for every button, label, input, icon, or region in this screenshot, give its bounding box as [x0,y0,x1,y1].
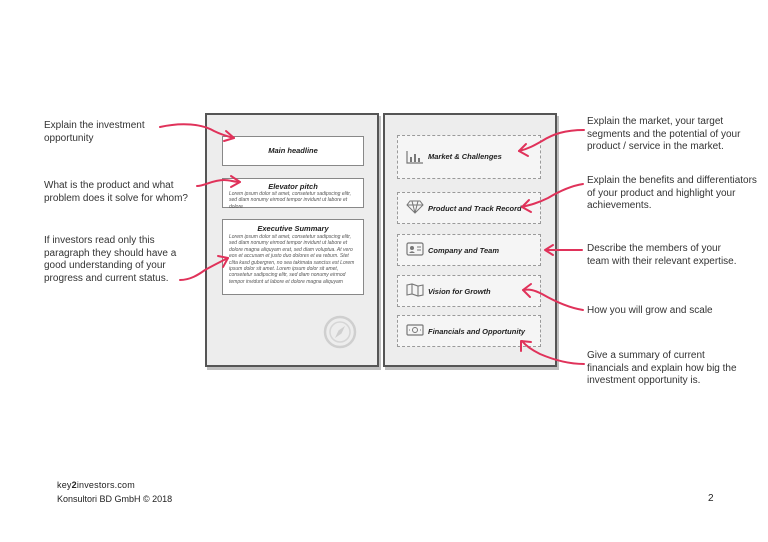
section-team [397,234,541,266]
elevator-pitch-title: Elevator pitch [268,182,318,191]
section-market-label: Market & Challenges [428,152,502,161]
elevator-pitch-box [222,178,364,208]
section-vision-label: Vision for Growth [428,287,491,296]
brand-suffix: investors.com [76,480,135,490]
brand-prefix: key [57,480,72,490]
id-card-icon [406,242,424,256]
annotation-financials: Give a summary of current financials and explain how big the investment opportunity is. [587,350,737,386]
executive-summary-text: Lorem ipsum dolor sit amet, consetetur sadipscing elitr, sed diam nonumy eirmod tempor invidunt ut labore et dolore magna aliquyam erat, sed diam voluptua. At vero eos et accusam et justo duo dolores et ea rebum. Stet clita kasd gubergren, no sea takimata sanctus est Lorem ipsum dolor sit amet. Lorem ipsum dolor sit amet, consetetur sadipscing elitr, sed diam nonumy eirmod tempor invidunt ut labore et dolore magna aliquyam [229,234,355,285]
section-financials-label: Financials and Opportunity [428,327,526,336]
map-icon [406,283,424,297]
bar-chart-icon [406,150,424,164]
section-market [397,135,541,179]
section-team-label: Company and Team [428,246,499,255]
section-vision [397,275,541,307]
brand-logo [57,480,135,490]
annotation-summary: If investors read only this paragraph they should have a good understanding of your progress and current status. [44,235,177,284]
page-number: 2 [708,493,714,504]
main-headline-box [222,136,364,166]
annotation-product: What is the product and what problem does it solve for whom? [44,180,188,204]
elevator-pitch-text: Lorem ipsum dolor sit amet, consetetur sadipscing elitr, sed diam nonumy eirmod tempor invidunt ut labore et dolore [229,191,351,210]
executive-summary-title: Executive Summary [257,224,329,233]
executive-summary-box [222,219,364,295]
banknote-icon [406,323,424,337]
diamond-icon [406,200,424,214]
right-page [383,113,557,367]
brand-mid: 2 [71,480,77,490]
annotation-market: Explain the market, your target segments and the potential of your product / service in the market. [587,116,741,152]
copyright: Konsultori BD GmbH © 2018 [57,494,173,504]
annotation-growth: How you will grow and scale [587,305,713,316]
annotation-investment: Explain the investment opportunity [44,120,145,144]
section-product-label: Product and Track Record [428,204,522,213]
section-financials [397,315,541,347]
annotation-team: Describe the members of your team with their relevant expertise. [587,243,737,267]
main-headline: Main headline [268,146,318,155]
left-page [205,113,379,367]
compass-icon [323,315,357,349]
section-product [397,192,541,224]
annotation-benefits: Explain the benefits and differentiators of your product and highlight your achievements. [587,175,757,211]
